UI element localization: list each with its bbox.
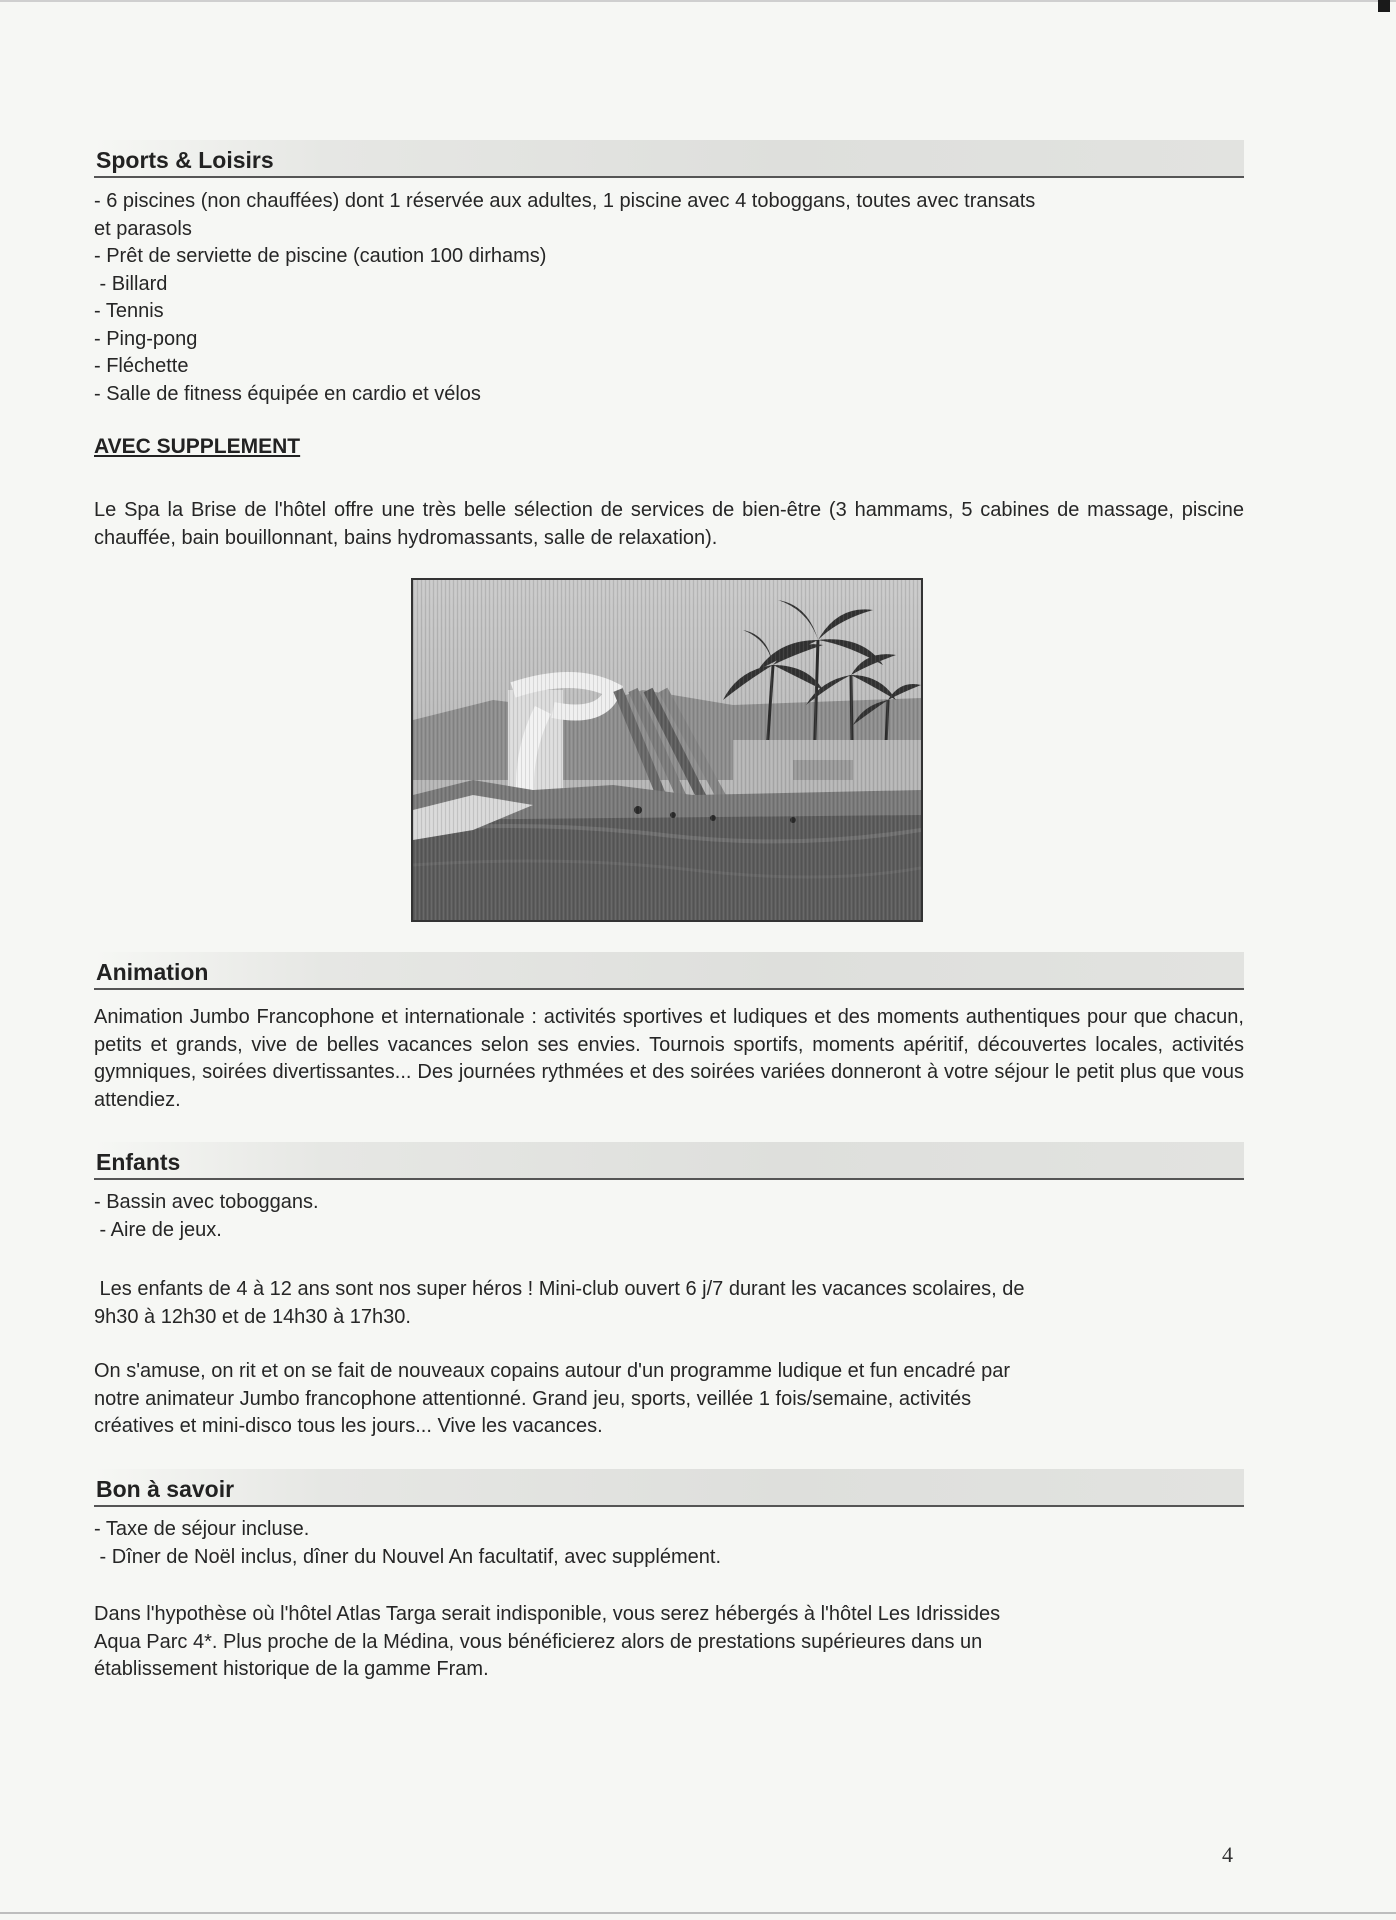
enfants-paragraph-2 xyxy=(94,1358,1244,1441)
enfants-p2-line: créatives et mini-disco tous les jours... Vive les vacances. xyxy=(94,1415,603,1437)
sports-line: - Billard xyxy=(94,272,168,295)
sports-line: - Fléchette xyxy=(94,355,189,377)
enfants-p2-line: On s'amuse, on rit et on se fait de nouveaux copains autour d'un programme ludique et fun encadré par xyxy=(94,1360,1010,1382)
waterpark-photo xyxy=(411,578,923,922)
enfants-p1-line: Les enfants de 4 à 12 ans sont nos super héros ! Mini-club ouvert 6 j/7 durant les vacances scolaires, de xyxy=(94,1278,1025,1300)
section-header-sports xyxy=(94,140,1244,178)
sports-line: - 6 piscines (non chauffées) dont 1 réservée aux adultes, 1 piscine avec 4 toboggans, toutes avec transats xyxy=(94,190,1036,212)
bon-a-savoir-line: - Dîner de Noël inclus, dîner du Nouvel An facultatif, avec supplément. xyxy=(94,1545,722,1568)
scan-corner-mark xyxy=(1378,0,1390,12)
sports-line: - Ping-pong xyxy=(94,327,198,350)
section-header-bon-a-savoir xyxy=(94,1469,1244,1507)
bon-a-savoir-p-line: Dans l'hypothèse où l'hôtel Atlas Targa serait indisponible, vous serez hébergés à l'hôtel Les Idrissides xyxy=(94,1603,1001,1625)
bon-a-savoir-p-line: établissement historique de la gamme Fram. xyxy=(94,1658,489,1680)
bon-a-savoir-paragraph xyxy=(94,1601,1244,1684)
bon-a-savoir-list xyxy=(94,1516,1244,1571)
supplement-paragraph: Le Spa la Brise de l'hôtel offre une très belle sélection de services de bien-être (3 hammams, 5 cabines de massage, piscine chauffée, bain bouillonnant, bains hydromassants, salle de relaxation). xyxy=(94,499,1244,549)
enfants-line: - Bassin avec toboggans. xyxy=(94,1191,319,1213)
enfants-p1-line: 9h30 à 12h30 et de 14h30 à 17h30. xyxy=(94,1305,411,1328)
enfants-paragraph-1 xyxy=(94,1276,1244,1331)
scan-bottom-edge xyxy=(0,1912,1396,1914)
enfants-line: - Aire de jeux. xyxy=(94,1218,222,1241)
section-title-bon-a-savoir: Bon à savoir xyxy=(96,1476,235,1502)
sports-line: - Salle de fitness équipée en cardio et vélos xyxy=(94,382,481,405)
enfants-p2-line: notre animateur Jumbo francophone attentionné. Grand jeu, sports, veillée 1 fois/semaine, activités xyxy=(94,1387,972,1410)
supplement-title: AVEC SUPPLEMENT xyxy=(94,435,301,458)
sports-line: - Tennis xyxy=(94,300,164,322)
sports-list xyxy=(94,188,1244,408)
scan-top-edge xyxy=(0,0,1396,2)
bon-a-savoir-p-line: Aqua Parc 4*. Plus proche de la Médina, vous bénéficierez alors de prestations supérieures dans un xyxy=(94,1630,983,1653)
section-title-sports: Sports & Loisirs xyxy=(96,147,274,173)
section-header-animation xyxy=(94,952,1244,990)
enfants-list xyxy=(94,1189,1244,1244)
bon-a-savoir-line: - Taxe de séjour incluse. xyxy=(94,1518,310,1540)
waterpark-photo-drawing xyxy=(413,580,921,920)
sports-line: et parasols xyxy=(94,217,192,240)
sports-line: - Prêt de serviette de piscine (caution 100 dirhams) xyxy=(94,245,547,267)
section-header-enfants xyxy=(94,1142,1244,1180)
page-number: 4 xyxy=(1222,1842,1233,1867)
section-title-enfants: Enfants xyxy=(96,1149,181,1175)
animation-paragraph: Animation Jumbo Francophone et internationale : activités sportives et ludiques et des moments authentiques pour que chacun, petits et grands, vive de belles vacances selon ses envies. Tournois sportifs, moments apéritif, découvertes locales, activités gymniques, soirées divertissantes... Des journées rythmées et des soirées variées donneront à votre séjour le petit plus que vous attendiez. xyxy=(94,1006,1244,1111)
section-title-animation: Animation xyxy=(96,959,209,985)
